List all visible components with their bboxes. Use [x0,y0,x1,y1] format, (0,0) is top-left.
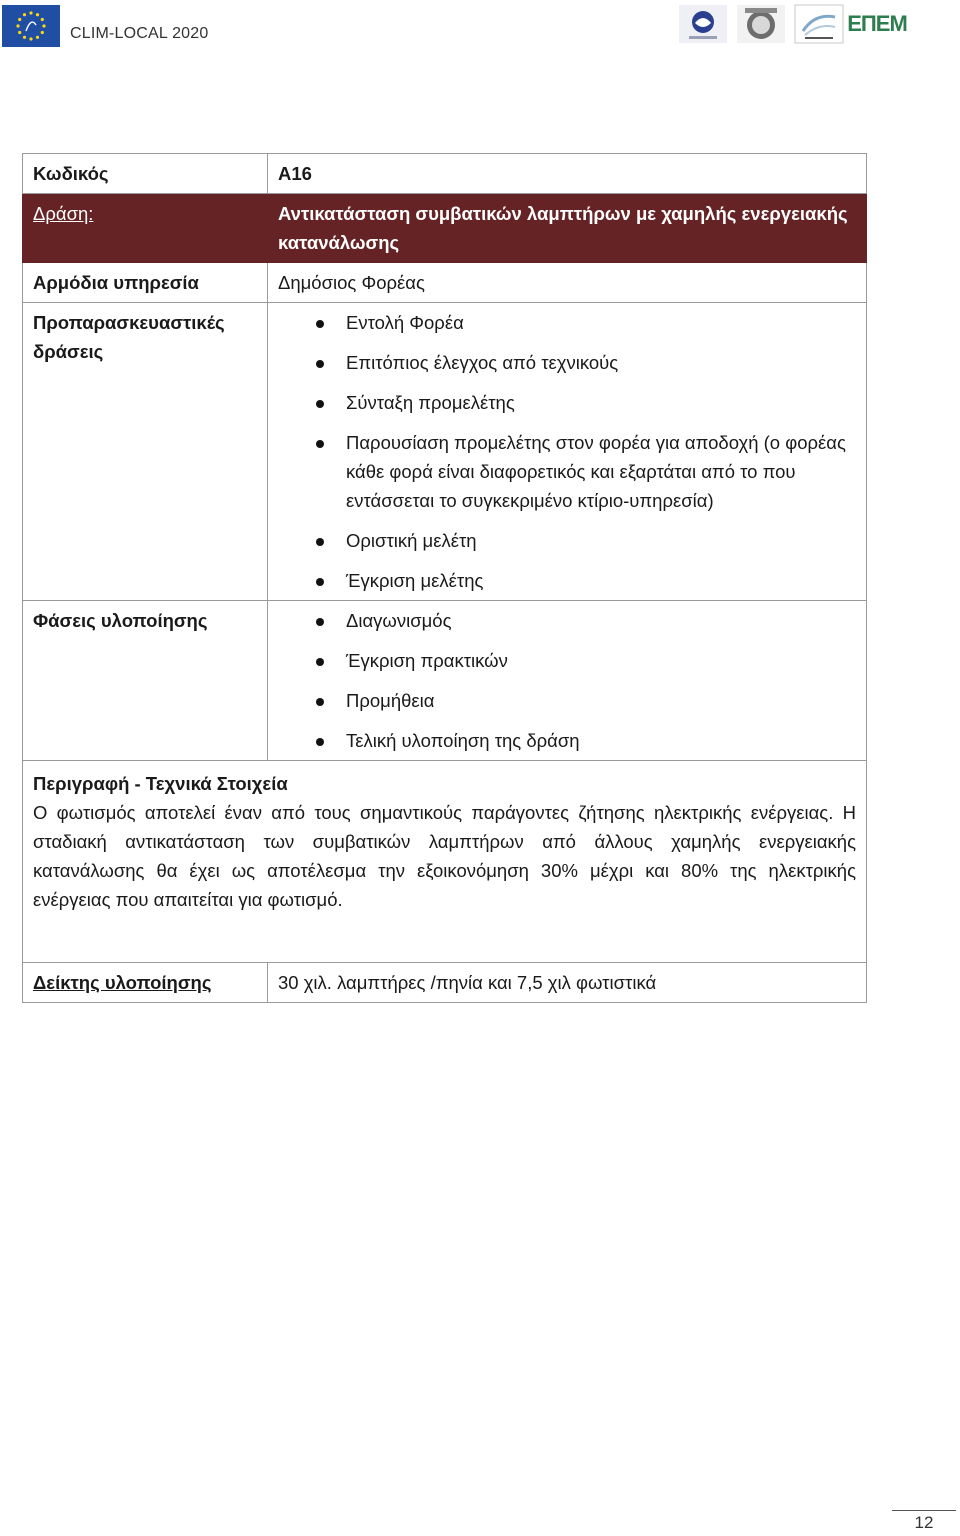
bullet-icon [316,400,324,408]
indicator-value: 30 χιλ. λαμπτήρες /πηνία και 7,5 χιλ φωτιστικά [268,963,867,1003]
list-item: Εντολή Φορέα [278,308,856,337]
indicator-label-cell [23,963,268,1003]
list-item: Επιτόπιος έλεγχος από τεχνικούς [278,348,856,377]
bullet-icon [316,618,324,626]
action-label-cell [23,194,268,263]
action-label: Δράση: [33,203,94,224]
phases-list [278,606,856,755]
eu-flag-logo [2,5,60,47]
prep-label: Προπαρασκευαστικές δράσεις [23,303,268,601]
code-value: Α16 [268,154,867,194]
service-label: Αρμόδια υπηρεσία [23,263,268,303]
list-item: Παρουσίαση προμελέτης στον φορέα για αποδοχή (ο φορέας κάθε φορά είναι διαφορετικός και εξαρτάται από το που εντάσσεται το συγκεκριμένο κτίριο-υπηρεσία) [278,428,856,515]
bullet-icon [316,738,324,746]
action-table [22,153,867,1003]
list-item: Προμήθεια [278,686,856,715]
bullet-icon [316,538,324,546]
bullet-icon [316,698,324,706]
row-phases [23,601,867,761]
partner-logos [678,4,907,44]
bullet-icon [316,360,324,368]
indicator-label: Δείκτης υλοποίησης [33,972,212,993]
bullet-icon [316,320,324,328]
prep-list [278,308,856,595]
page-number: 12 [914,1513,934,1532]
row-action [23,194,867,263]
project-title: CLIM-LOCAL 2020 [70,25,209,42]
list-item: Οριστική μελέτη [278,526,856,555]
code-label: Κωδικός [23,154,268,194]
row-prep [23,303,867,601]
bullet-icon [316,440,324,448]
list-item: Σύνταξη προμελέτης [278,388,856,417]
service-value: Δημόσιος Φορέας [268,263,867,303]
partner-logo-epem: ΕΠΕΜ [847,11,907,36]
phases-cell [268,601,867,761]
partner-logo-1 [678,5,728,43]
action-value: Αντικατάσταση συμβατικών λαμπτήρων με χαμηλής ενεργειακής κατανάλωσης [268,194,867,263]
description-text: Ο φωτισμός αποτελεί έναν από τους σημαντικούς παράγοντες ζήτησης ηλεκτρικής ενέργειας. Η σταδιακή αντικατάσταση των συμβατικών λαμπτήρων από άλλους χαμηλής ενεργειακής κατανάλωσης θα έχει ως αποτέλεσμα την εξοικονόμηση 30% μέχρι και 80% της ηλεκτρικής ενέργειας που απαιτείται για φωτισμό. [33,802,856,910]
partner-logo-3 [794,5,844,43]
list-item: Τελική υλοποίηση της δράση [278,726,856,755]
row-code [23,154,867,194]
row-service [23,263,867,303]
phases-label: Φάσεις υλοποίησης [23,601,268,761]
row-indicator [23,963,867,1003]
description-cell [23,761,867,963]
row-description [23,761,867,963]
footer-divider [892,1510,956,1511]
page-header [0,0,960,60]
list-item: Διαγωνισμός [278,606,856,635]
description-label: Περιγραφή - Τεχνικά Στοιχεία [33,773,288,794]
prep-cell [268,303,867,601]
bullet-icon [316,578,324,586]
list-item: Έγκριση πρακτικών [278,646,856,675]
bullet-icon [316,658,324,666]
list-item: Έγκριση μελέτης [278,566,856,595]
partner-logo-2 [736,5,786,43]
